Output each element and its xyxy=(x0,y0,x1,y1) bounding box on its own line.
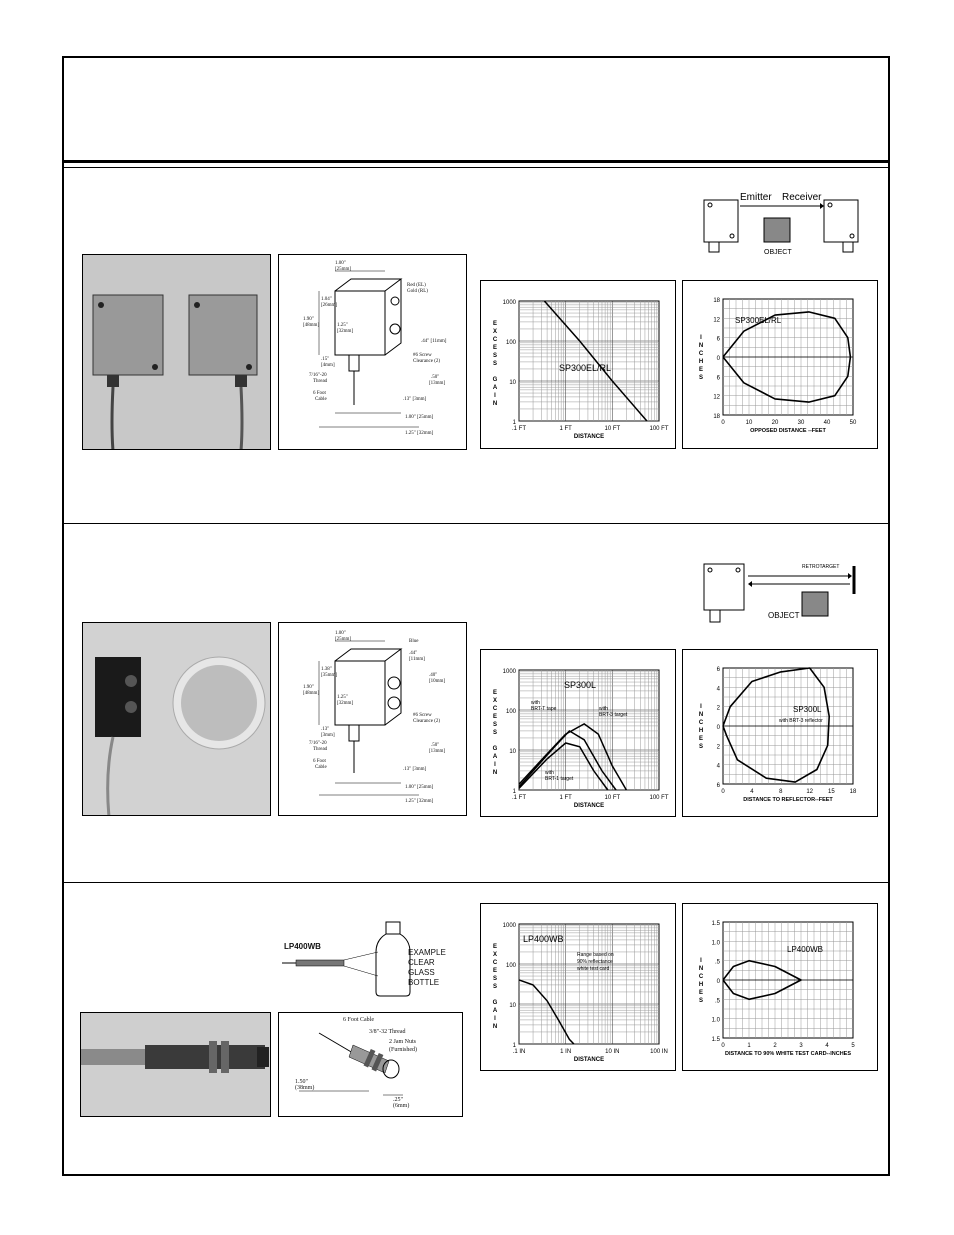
series-sub-label: with BRT-3 reflector xyxy=(779,718,823,724)
sp300el-dimension-drawing xyxy=(278,254,467,450)
dim-label: [25mm] xyxy=(335,267,352,272)
curve-annotation: BRT-3 target xyxy=(599,712,628,718)
header-divider xyxy=(62,160,890,163)
x-axis-label: OPPOSED DISTANCE --FEET xyxy=(750,428,826,434)
y-axis-letter: C xyxy=(492,706,498,712)
dim-label: [32mm] xyxy=(337,701,354,706)
y-tick-label: 1 xyxy=(512,1043,516,1049)
y-axis-letter: N xyxy=(492,770,498,776)
dim-label: (Furnished) xyxy=(389,1047,417,1053)
y-axis-letter: H xyxy=(698,728,704,734)
dim-label: 1.04" xyxy=(321,297,332,302)
dim-label: [11mm] xyxy=(409,657,425,662)
y-axis-letter: E xyxy=(492,714,498,720)
dim-label: [26mm] xyxy=(321,303,338,308)
x-tick-label: 15 xyxy=(827,789,835,795)
y-tick-label: 0 xyxy=(716,356,720,362)
dim-label: Clearance (2) xyxy=(413,359,441,364)
dim-label: .50" xyxy=(431,375,440,380)
series-label: SP300EL/RL xyxy=(559,363,612,373)
dim-label: [13mm] xyxy=(429,381,446,386)
y-tick-label: 6 xyxy=(716,667,720,673)
y-axis-letter: E xyxy=(492,321,498,327)
y-tick-label: .5 xyxy=(714,959,720,966)
y-tick-label: 6 xyxy=(716,783,720,789)
x-tick-label: 1 xyxy=(747,1043,751,1049)
x-tick-label: .1 FT xyxy=(511,426,527,432)
y-axis-letter: N xyxy=(698,343,704,349)
y-axis-letter: N xyxy=(698,966,704,972)
sp300l-excess-gain-chart xyxy=(480,649,676,817)
retroreflective-diagram xyxy=(700,558,860,630)
x-tick-label: .1 IN xyxy=(512,1049,526,1055)
y-tick-label: 10 xyxy=(509,1003,516,1009)
y-axis-letter: E xyxy=(492,968,498,974)
x-tick-label: 10 IN xyxy=(605,1049,620,1055)
y-tick-label: 4 xyxy=(716,686,720,693)
bottle-illustration xyxy=(282,918,452,1000)
y-axis-letter: N xyxy=(492,1024,498,1030)
y-axis-letter: I xyxy=(700,958,702,964)
dim-label: 6 Foot Cable xyxy=(343,1017,374,1023)
y-tick-label: 12 xyxy=(713,317,720,324)
x-axis-label: DISTANCE TO REFLECTOR--FEET xyxy=(743,797,833,803)
y-tick-label: 4 xyxy=(716,763,720,770)
series-label: LP400WB xyxy=(787,945,824,954)
y-tick-label: 1.0 xyxy=(711,940,720,947)
y-axis-letter: E xyxy=(698,736,704,742)
sensor-photo-drawing xyxy=(83,255,271,450)
lp400wb-photo xyxy=(80,1012,271,1117)
dim-label: Thread xyxy=(313,747,328,752)
y-axis-letter: A xyxy=(492,385,498,391)
section-divider-2 xyxy=(62,882,890,883)
y-tick-label: 2 xyxy=(716,705,720,712)
receiver-label: Receiver xyxy=(782,192,822,203)
x-tick-label: 100 FT xyxy=(649,795,669,801)
dim-label: 1.00" [25mm] xyxy=(405,415,434,420)
lp400wb-model-label: LP400WB xyxy=(284,942,321,951)
lp400wb-dimension-drawing xyxy=(278,1012,463,1117)
sp300l-dimension-drawing xyxy=(278,622,467,816)
dim-label: .15" xyxy=(321,357,330,362)
y-axis-letter: S xyxy=(698,998,704,1004)
dim-label: 1.90" xyxy=(303,685,314,690)
x-tick-label: 4 xyxy=(825,1043,829,1049)
x-axis-label: DISTANCE TO 90% WHITE TEST CARD--INCHES xyxy=(725,1051,851,1057)
x-tick-label: 30 xyxy=(797,420,805,426)
y-tick-label: 1000 xyxy=(502,669,516,675)
y-axis-letter: S xyxy=(492,984,498,990)
dim-label: Clearance (2) xyxy=(413,719,441,724)
series-label: LP400WB xyxy=(523,934,564,944)
y-tick-label: 1 xyxy=(512,789,516,795)
x-tick-label: 1 FT xyxy=(559,426,572,432)
dim-label: 1.38" xyxy=(321,667,332,672)
dim-label: 6 Foot xyxy=(313,391,326,396)
dim-label: .13" xyxy=(321,727,330,732)
dim-label: 1.00" [25mm] xyxy=(405,785,434,790)
dim-label: [25mm] xyxy=(335,637,352,642)
y-tick-label: 12 xyxy=(713,394,720,401)
y-axis-letter: C xyxy=(698,720,704,726)
dim-label: 7/16"-20 xyxy=(309,373,327,378)
chart-note: white test card xyxy=(577,966,610,972)
dim-label: 1.00" xyxy=(335,261,346,266)
y-axis-letter: S xyxy=(492,353,498,359)
y-axis-letter: N xyxy=(492,401,498,407)
curve-annotation: with xyxy=(531,700,540,706)
sensor-photo-drawing xyxy=(81,1013,271,1117)
y-axis-letter: C xyxy=(492,337,498,343)
y-tick-label: 1000 xyxy=(502,300,516,306)
curve-annotation: with xyxy=(545,770,554,776)
lp400wb-excess-gain-chart xyxy=(480,903,676,1071)
chart-note: Range based on xyxy=(577,952,614,958)
y-axis-letter: S xyxy=(492,976,498,982)
dim-label: 1.25" [32mm] xyxy=(405,799,434,804)
dim-label: Red (EL) xyxy=(407,283,426,288)
x-tick-label: 4 xyxy=(750,789,754,795)
dim-label: 1.50" xyxy=(295,1079,308,1085)
y-axis-letter: I xyxy=(700,335,702,341)
y-axis-letter: N xyxy=(698,712,704,718)
y-axis-letter: S xyxy=(698,375,704,381)
dim-label: (6mm) xyxy=(393,1103,410,1109)
y-axis-letter: S xyxy=(492,730,498,736)
x-tick-label: .1 FT xyxy=(511,795,527,801)
sensor-photo-drawing xyxy=(83,623,271,816)
y-axis-letter: E xyxy=(698,367,704,373)
y-axis-letter: I xyxy=(494,762,496,768)
bottle-caption-line: CLEAR xyxy=(408,958,435,967)
y-tick-label: 1.5 xyxy=(711,921,720,927)
dim-label: [4mm] xyxy=(321,363,335,368)
x-axis-label: DISTANCE xyxy=(573,1057,605,1063)
sp300el-beam-pattern-chart xyxy=(682,280,878,449)
x-tick-label: 3 xyxy=(799,1043,803,1049)
dim-label: [48mm] xyxy=(303,323,320,328)
dim-label: 1.90" xyxy=(303,317,314,322)
dim-label: 2 Jam Nuts xyxy=(389,1039,416,1045)
bottle-caption-line: GLASS xyxy=(408,968,435,977)
curve-annotation: with xyxy=(599,706,608,712)
dim-label: [32mm] xyxy=(337,329,354,334)
curve-annotation: BRT-T tape xyxy=(531,706,557,712)
y-axis-letter: G xyxy=(492,377,498,383)
y-axis-letter: C xyxy=(698,974,704,980)
dim-label: .25" xyxy=(393,1097,403,1103)
dim-label: 1.00" xyxy=(335,631,346,636)
object-label: OBJECT xyxy=(768,611,800,620)
y-tick-label: 0 xyxy=(716,725,720,731)
y-tick-label: 0 xyxy=(716,979,720,985)
y-tick-label: 1.0 xyxy=(711,1017,720,1024)
dim-label: 1.25" xyxy=(337,695,348,700)
y-tick-label: 18 xyxy=(713,298,720,304)
y-axis-letter: H xyxy=(698,359,704,365)
dim-label: #6 Screw xyxy=(413,713,432,718)
object-label: OBJECT xyxy=(764,249,792,256)
bottle-caption-line: EXAMPLE xyxy=(408,948,446,957)
x-tick-label: 0 xyxy=(721,1043,725,1049)
y-axis-letter: A xyxy=(492,754,498,760)
lp400wb-beam-pattern-chart xyxy=(682,903,878,1071)
dim-label: Gold (RL) xyxy=(407,289,428,294)
dim-label: (38mm) xyxy=(295,1085,315,1091)
x-tick-label: 5 xyxy=(851,1043,855,1049)
y-axis-letter: S xyxy=(492,361,498,367)
x-tick-label: 8 xyxy=(779,789,783,795)
y-tick-label: 1000 xyxy=(502,923,516,929)
x-tick-label: 1 IN xyxy=(560,1049,572,1055)
dim-label: 7/16"-20 xyxy=(309,741,327,746)
y-tick-label: 2 xyxy=(716,744,720,751)
series-label: SP300L xyxy=(793,705,822,714)
x-tick-label: 40 xyxy=(823,420,831,426)
y-axis-letter: C xyxy=(492,960,498,966)
series-label: SP300EL/RL xyxy=(735,316,782,325)
x-tick-label: 20 xyxy=(771,420,779,426)
x-tick-label: 50 xyxy=(849,420,857,426)
dim-label: .13" [3mm] xyxy=(403,767,427,772)
dim-label: [10mm] xyxy=(429,679,446,684)
x-tick-label: 0 xyxy=(721,789,725,795)
opposed-mode-diagram xyxy=(700,188,860,260)
y-axis-letter: I xyxy=(494,1016,496,1022)
y-axis-letter: G xyxy=(492,746,498,752)
y-axis-letter: C xyxy=(698,351,704,357)
y-axis-letter: G xyxy=(492,1000,498,1006)
x-axis-label: DISTANCE xyxy=(573,434,605,440)
x-tick-label: 10 FT xyxy=(604,795,621,801)
dim-label: .44" xyxy=(409,651,418,656)
dim-label: #6 Screw xyxy=(413,353,432,358)
y-axis-letter: E xyxy=(698,990,704,996)
dim-label: .13" [3mm] xyxy=(403,397,427,402)
x-tick-label: 10 xyxy=(745,420,753,426)
x-tick-label: 12 xyxy=(806,789,814,795)
y-tick-label: 10 xyxy=(509,380,516,386)
bottle-caption-line: BOTTLE xyxy=(408,978,440,987)
y-axis-letter: S xyxy=(492,722,498,728)
sp300l-beam-pattern-chart xyxy=(682,649,878,817)
y-axis-letter: X xyxy=(492,329,498,335)
y-tick-label: 100 xyxy=(505,340,516,346)
dim-label: 1.25" xyxy=(337,323,348,328)
y-tick-label: 1 xyxy=(512,420,516,426)
plot-area xyxy=(519,301,659,421)
dim-label: .40" xyxy=(429,673,438,678)
dim-label: [35mm] xyxy=(321,673,338,678)
x-tick-label: 18 xyxy=(849,789,857,795)
section-divider-1 xyxy=(62,523,890,524)
retrotarget-label: RETROTARGET xyxy=(802,564,840,570)
sp300el-excess-gain-chart xyxy=(480,280,676,449)
y-tick-label: 10 xyxy=(509,749,516,755)
series-label: SP300L xyxy=(564,680,597,690)
dim-label: .44" [11mm] xyxy=(421,339,447,344)
chart-note: 90% reflectance xyxy=(577,959,613,965)
y-tick-label: 100 xyxy=(505,963,516,969)
y-axis-letter: H xyxy=(698,982,704,988)
x-tick-label: 10 FT xyxy=(604,426,621,432)
x-axis-label: DISTANCE xyxy=(573,803,605,809)
x-tick-label: 2 xyxy=(773,1043,777,1049)
dim-label: Cable xyxy=(315,397,327,402)
dim-label: .50" xyxy=(431,743,440,748)
x-tick-label: 1 FT xyxy=(559,795,572,801)
y-tick-label: .5 xyxy=(714,998,720,1005)
dim-label: 1.25" [32mm] xyxy=(405,431,434,436)
y-axis-letter: X xyxy=(492,952,498,958)
dim-label: 3/8"-32 Thread xyxy=(369,1029,406,1035)
y-axis-letter: I xyxy=(700,704,702,710)
dim-label: 6 Foot xyxy=(313,759,326,764)
dim-label: [13mm] xyxy=(429,749,446,754)
y-axis-letter: E xyxy=(492,690,498,696)
y-axis-letter: S xyxy=(698,744,704,750)
sp300el-photo xyxy=(82,254,271,450)
dim-label: Blue xyxy=(409,639,419,644)
dim-label: Thread xyxy=(313,379,328,384)
y-tick-label: 6 xyxy=(716,336,720,343)
x-tick-label: 100 FT xyxy=(649,426,669,432)
y-tick-label: 1.5 xyxy=(711,1037,720,1043)
y-tick-label: 18 xyxy=(713,414,720,420)
dim-label: [3mm] xyxy=(321,733,335,738)
sp300l-photo xyxy=(82,622,271,816)
dim-label: [48mm] xyxy=(303,691,320,696)
y-axis-letter: E xyxy=(492,944,498,950)
y-axis-letter: A xyxy=(492,1008,498,1014)
dim-label: Cable xyxy=(315,765,327,770)
x-tick-label: 0 xyxy=(721,420,725,426)
header-divider-thin xyxy=(62,167,890,168)
y-axis-letter: E xyxy=(492,345,498,351)
y-tick-label: 6 xyxy=(716,375,720,382)
y-axis-letter: I xyxy=(494,393,496,399)
x-tick-label: 100 IN xyxy=(650,1049,668,1055)
y-tick-label: 100 xyxy=(505,709,516,715)
emitter-label: Emitter xyxy=(740,192,772,203)
curve-annotation: BRT-1 target xyxy=(545,776,574,782)
y-axis-letter: X xyxy=(492,698,498,704)
